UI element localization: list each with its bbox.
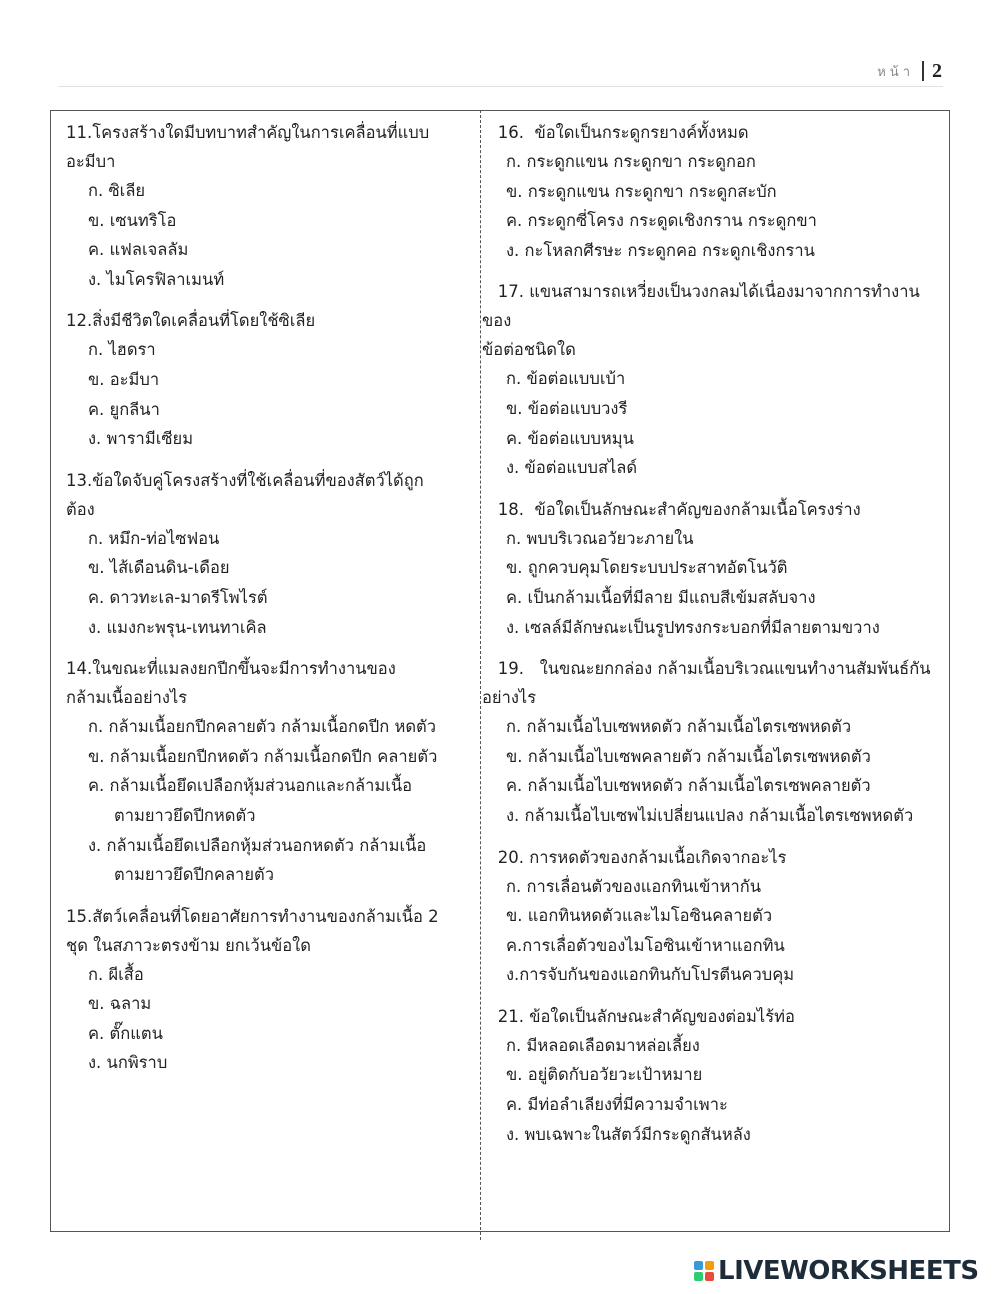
answer-option: ข. ฉลาม [88, 994, 152, 1014]
answer-option: ง. นกพิราบ [88, 1053, 168, 1073]
question-text: 20. การหดตัวของกล้ามเนื้อเกิดจากอะไร [482, 847, 787, 867]
question-block [66, 118, 450, 294]
answer-option: ค. เป็นกล้ามเนื้อที่มีลาย มีแถบสีเข้มสลับจาง [506, 587, 816, 607]
left-column [66, 118, 450, 1090]
question-text: 14.ในขณะที่แมลงยกปีกขึ้นจะมีการทำงานของ กล้ามเนื้ออย่างไร [66, 659, 396, 708]
header-rule [58, 86, 943, 87]
answer-option: ก. หมึก-ท่อไซฟอน [88, 528, 220, 548]
logo-mark-icon [694, 1261, 714, 1281]
answer-option: ง. ไมโครฟิลาเมนท์ [88, 269, 225, 289]
answer-option: ง. แมงกะพรุน-เทนทาเคิล [88, 617, 267, 637]
question-text: 16. ข้อใดเป็นกระดูกรยางค์ทั้งหมด [482, 123, 749, 142]
question-block [482, 277, 946, 482]
answer-option: ค. ข้อต่อแบบหมุน [506, 428, 634, 448]
answer-option: ข. กล้ามเนื้อไบเซพคลายตัว กล้ามเนื้อไตรเซพหดตัว [506, 746, 871, 766]
answer-option: ก. ข้อต่อแบบเบ้า [506, 369, 626, 389]
question-block [66, 902, 450, 1078]
question-text: 21. ข้อใดเป็นลักษณะสำคัญของต่อมไร้ท่อ [482, 1006, 795, 1026]
answer-option: ข. แอกทินหดตัวและไมโอซินคลายตัว [506, 906, 773, 926]
answer-option: ข. กล้ามเนื้อยกปีกหดตัว กล้ามเนื้อกดปีก คลายตัว [88, 746, 438, 766]
question-text: 13.ข้อใดจับคู่โครงสร้างที่ใช้เคลื่อนที่ของสัตว์ได้ถูกต้อง [66, 470, 424, 519]
answer-option: ก. พบบริเวณอวัยวะภายใน [506, 528, 694, 548]
logo-square [705, 1272, 714, 1281]
answer-option: ง. ข้อต่อแบบสไลด์ [506, 458, 638, 478]
answer-option: ข. ถูกควบคุมโดยระบบประสาทอัตโนวัติ [506, 558, 788, 578]
page-number: 2 [932, 59, 942, 82]
question-text: 18. ข้อใดเป็นลักษณะสำคัญของกล้ามเนื้อโครงร่าง [482, 499, 861, 519]
answer-option: ค. กล้ามเนื้อยึดเปลือกหุ้มส่วนอกและกล้ามเนื้อ [88, 776, 413, 796]
answer-option: ก. ซิเลีย [88, 181, 146, 200]
question-block [482, 1002, 946, 1149]
right-column [482, 118, 946, 1161]
answer-option: ก. กล้ามเนื้อยกปีกคลายตัว กล้ามเนื้อกดปีก หดตัว [88, 717, 437, 737]
answer-option: ค. กล้ามเนื้อไบเซพหดตัว กล้ามเนื้อไตรเซพคลายตัว [506, 776, 871, 796]
question-block [66, 654, 450, 890]
answer-option: ง. กล้ามเนื้อยึดเปลือกหุ้มส่วนอกหดตัว กล้ามเนื้อ [88, 835, 427, 855]
column-divider [480, 110, 481, 1240]
answer-option: ข. กระดูกแขน กระดูกขา กระดูกสะบัก [506, 181, 777, 201]
page-separator [922, 61, 924, 81]
question-block [482, 843, 946, 990]
answer-option: ค. มีท่อลำเลียงที่มีความจำเพาะ [506, 1095, 728, 1115]
question-block [66, 306, 450, 453]
logo-square [694, 1261, 703, 1270]
answer-option: ง. พารามีเซียม [88, 429, 194, 449]
answer-option: ค. แฟลเจลลัม [88, 240, 189, 260]
logo-square [705, 1261, 714, 1270]
answer-option: ค. ตั๊กแตน [88, 1023, 163, 1043]
logo-square [694, 1272, 703, 1281]
question-block [482, 495, 946, 642]
question-block [482, 118, 946, 265]
logo-text: LIVEWORKSHEETS [718, 1256, 979, 1286]
answer-option: ค. ยูกลีนา [88, 399, 160, 419]
liveworksheets-logo [694, 1256, 979, 1286]
question-block [66, 466, 450, 642]
answer-option: ข. อยู่ติดกับอวัยวะเป้าหมาย [506, 1065, 703, 1085]
question-block [482, 654, 946, 830]
answer-option: ก. การเลื่อนตัวของแอกทินเข้าหากัน [506, 876, 762, 896]
question-text: 17. แขนสามารถเหวี่ยงเป็นวงกลมได้เนื่องมาจากการทำงานของ ข้อต่อชนิดใด [482, 282, 920, 360]
answer-option: ง. กะโหลกศีรษะ กระดูกคอ กระดูกเชิงกราน [506, 240, 815, 260]
answer-option: ก. มีหลอดเลือดมาหล่อเลี้ยง [506, 1035, 700, 1055]
answer-option: ข. ข้อต่อแบบวงรี [506, 398, 628, 418]
answer-option: ก. กระดูกแขน กระดูกขา กระดูกอก [506, 152, 756, 171]
question-text: 11.โครงสร้างใดมีบทบาทสำคัญในการเคลื่อนที่แบบ อะมีบา [66, 123, 430, 171]
answer-option: ข. อะมีบา [88, 369, 160, 389]
question-text: 15.สัตว์เคลื่อนที่โดยอาศัยการทำงานของกล้ามเนื้อ 2 ชุด ในสภาวะตรงข้าม ยกเว้นข้อใด [66, 906, 439, 955]
answer-option: ง. เซลล์มีลักษณะเป็นรูปทรงกระบอกที่มีลายตามขวาง [506, 617, 880, 637]
answer-option: ค.การเลื่อตัวของไมโอซินเข้าหาแอกทิน [506, 935, 785, 955]
answer-option: ค. กระดูกซี่โครง กระดูดเชิงกราน กระดูกขา [506, 211, 817, 231]
answer-option: ข. ไส้เดือนดิน-เดือย [88, 558, 230, 578]
answer-option: ก. ไฮดรา [88, 340, 156, 360]
page-label: หน้า [877, 63, 914, 79]
answer-option: ง. กล้ามเนื้อไบเซพไม่เปลี่ยนแปลง กล้ามเนื้อไตรเซพหดตัว [506, 805, 914, 825]
answer-option: ก. กล้ามเนื้อไบเซพหดตัว กล้ามเนื้อไตรเซพหดตัว [506, 717, 852, 737]
answer-option: ง.การจับกันของแอกทินกับโปรตีนควบคุม [506, 965, 795, 985]
answer-option: ข. เซนทริโอ [88, 210, 177, 230]
answer-option: ตามยาวยึดปีกหดตัว [114, 805, 256, 825]
question-text: 12.สิ่งมีชีวิตใดเคลื่อนที่โดยใช้ซิเลีย [66, 311, 316, 331]
answer-option: ตามยาวยึดปีกคลายตัว [114, 865, 274, 885]
page-header [877, 58, 942, 84]
answer-option: ก. ผีเสื้อ [88, 964, 144, 984]
answer-option: ง. พบเฉพาะในสัตว์มีกระดูกสันหลัง [506, 1124, 751, 1144]
answer-option: ค. ดาวทะเล-มาดรีโพไรต์ [88, 587, 268, 607]
question-text: 19. ในขณะยกกล่อง กล้ามเนื้อบริเวณแขนทำงานสัมพันธ์กัน อย่างไร [482, 659, 931, 708]
